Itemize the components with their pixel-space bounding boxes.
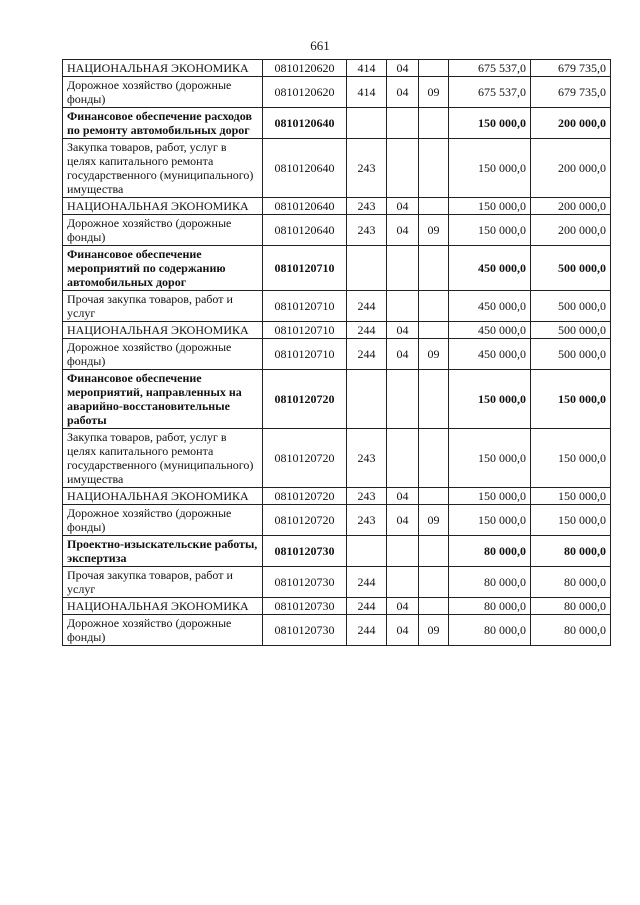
cell-expense-type: 244	[347, 567, 387, 598]
cell-name: Финансовое обеспечение мероприятий по содержанию автомобильных дорог	[63, 246, 263, 291]
cell-subsection: 09	[419, 615, 449, 646]
cell-name: НАЦИОНАЛЬНАЯ ЭКОНОМИКА	[63, 322, 263, 339]
cell-target-code: 0810120640	[263, 198, 347, 215]
cell-target-code: 0810120710	[263, 322, 347, 339]
budget-table	[62, 59, 611, 646]
table-row	[63, 488, 611, 505]
cell-expense-type: 243	[347, 505, 387, 536]
cell-amount-1: 150 000,0	[449, 370, 531, 429]
cell-section	[387, 139, 419, 198]
cell-amount-1: 150 000,0	[449, 488, 531, 505]
cell-section: 04	[387, 322, 419, 339]
table-row	[63, 108, 611, 139]
cell-target-code: 0810120640	[263, 139, 347, 198]
cell-target-code: 0810120730	[263, 567, 347, 598]
cell-amount-1: 150 000,0	[449, 505, 531, 536]
cell-amount-2: 150 000,0	[531, 505, 611, 536]
cell-name: НАЦИОНАЛЬНАЯ ЭКОНОМИКА	[63, 488, 263, 505]
table-row	[63, 322, 611, 339]
cell-name: Проектно-изыскательские работы, экспертиза	[63, 536, 263, 567]
cell-expense-type: 243	[347, 215, 387, 246]
cell-expense-type: 414	[347, 77, 387, 108]
cell-section	[387, 536, 419, 567]
cell-expense-type	[347, 370, 387, 429]
table-row	[63, 60, 611, 77]
cell-amount-1: 675 537,0	[449, 77, 531, 108]
cell-amount-2: 150 000,0	[531, 488, 611, 505]
cell-section: 04	[387, 339, 419, 370]
cell-target-code: 0810120730	[263, 536, 347, 567]
cell-amount-1: 150 000,0	[449, 215, 531, 246]
cell-target-code: 0810120710	[263, 246, 347, 291]
cell-amount-2: 200 000,0	[531, 139, 611, 198]
cell-name: Закупка товаров, работ, услуг в целях капитального ремонта государственного (муниципального) имущества	[63, 139, 263, 198]
cell-amount-2: 80 000,0	[531, 615, 611, 646]
table-row	[63, 505, 611, 536]
cell-expense-type	[347, 108, 387, 139]
table-row	[63, 291, 611, 322]
cell-name: Закупка товаров, работ, услуг в целях капитального ремонта государственного (муниципального) имущества	[63, 429, 263, 488]
cell-section	[387, 567, 419, 598]
cell-amount-1: 80 000,0	[449, 536, 531, 567]
cell-amount-1: 150 000,0	[449, 139, 531, 198]
cell-amount-2: 500 000,0	[531, 322, 611, 339]
cell-expense-type: 244	[347, 598, 387, 615]
cell-expense-type: 244	[347, 615, 387, 646]
table-row	[63, 615, 611, 646]
cell-expense-type	[347, 536, 387, 567]
cell-amount-1: 150 000,0	[449, 108, 531, 139]
cell-name: НАЦИОНАЛЬНАЯ ЭКОНОМИКА	[63, 598, 263, 615]
cell-expense-type: 243	[347, 198, 387, 215]
cell-subsection: 09	[419, 77, 449, 108]
cell-expense-type: 243	[347, 139, 387, 198]
cell-subsection	[419, 60, 449, 77]
cell-subsection	[419, 108, 449, 139]
cell-name: НАЦИОНАЛЬНАЯ ЭКОНОМИКА	[63, 60, 263, 77]
cell-expense-type: 243	[347, 429, 387, 488]
cell-amount-1: 450 000,0	[449, 322, 531, 339]
cell-subsection	[419, 567, 449, 598]
cell-section: 04	[387, 505, 419, 536]
cell-amount-1: 450 000,0	[449, 246, 531, 291]
cell-name: Дорожное хозяйство (дорожные фонды)	[63, 339, 263, 370]
cell-subsection	[419, 198, 449, 215]
cell-target-code: 0810120640	[263, 215, 347, 246]
cell-target-code: 0810120720	[263, 370, 347, 429]
table-row	[63, 339, 611, 370]
cell-subsection: 09	[419, 505, 449, 536]
cell-target-code: 0810120730	[263, 598, 347, 615]
table-row	[63, 598, 611, 615]
cell-amount-1: 80 000,0	[449, 598, 531, 615]
cell-amount-2: 200 000,0	[531, 108, 611, 139]
cell-section: 04	[387, 215, 419, 246]
table-row	[63, 567, 611, 598]
cell-amount-1: 450 000,0	[449, 291, 531, 322]
cell-target-code: 0810120720	[263, 505, 347, 536]
cell-section	[387, 429, 419, 488]
cell-subsection	[419, 598, 449, 615]
cell-amount-2: 200 000,0	[531, 198, 611, 215]
cell-section	[387, 370, 419, 429]
cell-subsection	[419, 370, 449, 429]
cell-subsection	[419, 139, 449, 198]
cell-subsection	[419, 291, 449, 322]
cell-expense-type	[347, 246, 387, 291]
table-row	[63, 77, 611, 108]
cell-target-code: 0810120620	[263, 77, 347, 108]
cell-amount-1: 150 000,0	[449, 198, 531, 215]
cell-amount-2: 150 000,0	[531, 429, 611, 488]
cell-amount-1: 675 537,0	[449, 60, 531, 77]
cell-expense-type: 244	[347, 339, 387, 370]
cell-amount-2: 500 000,0	[531, 246, 611, 291]
cell-amount-2: 679 735,0	[531, 77, 611, 108]
cell-amount-1: 80 000,0	[449, 567, 531, 598]
cell-section: 04	[387, 60, 419, 77]
cell-amount-2: 500 000,0	[531, 291, 611, 322]
cell-name: Финансовое обеспечение расходов по ремонту автомобильных дорог	[63, 108, 263, 139]
cell-name: Дорожное хозяйство (дорожные фонды)	[63, 77, 263, 108]
cell-section: 04	[387, 598, 419, 615]
cell-amount-1: 80 000,0	[449, 615, 531, 646]
cell-section: 04	[387, 615, 419, 646]
cell-amount-2: 80 000,0	[531, 536, 611, 567]
cell-amount-2: 80 000,0	[531, 567, 611, 598]
cell-subsection	[419, 488, 449, 505]
cell-subsection	[419, 429, 449, 488]
cell-expense-type: 244	[347, 291, 387, 322]
table-body	[63, 60, 611, 646]
cell-target-code: 0810120720	[263, 429, 347, 488]
cell-expense-type: 243	[347, 488, 387, 505]
table-row	[63, 536, 611, 567]
cell-target-code: 0810120730	[263, 615, 347, 646]
cell-target-code: 0810120710	[263, 291, 347, 322]
cell-section: 04	[387, 488, 419, 505]
cell-name: Дорожное хозяйство (дорожные фонды)	[63, 505, 263, 536]
cell-name: Финансовое обеспечение мероприятий, направленных на аварийно-восстановительные работы	[63, 370, 263, 429]
cell-section	[387, 246, 419, 291]
page-number: 661	[310, 38, 330, 53]
table-row	[63, 370, 611, 429]
cell-expense-type: 414	[347, 60, 387, 77]
cell-section	[387, 291, 419, 322]
cell-amount-2: 80 000,0	[531, 598, 611, 615]
cell-subsection	[419, 322, 449, 339]
cell-expense-type: 244	[347, 322, 387, 339]
cell-section: 04	[387, 77, 419, 108]
cell-amount-1: 450 000,0	[449, 339, 531, 370]
cell-target-code: 0810120640	[263, 108, 347, 139]
cell-name: НАЦИОНАЛЬНАЯ ЭКОНОМИКА	[63, 198, 263, 215]
cell-name: Дорожное хозяйство (дорожные фонды)	[63, 215, 263, 246]
cell-target-code: 0810120710	[263, 339, 347, 370]
cell-subsection	[419, 536, 449, 567]
cell-amount-2: 679 735,0	[531, 60, 611, 77]
table-row	[63, 139, 611, 198]
table-row	[63, 429, 611, 488]
cell-subsection: 09	[419, 339, 449, 370]
cell-target-code: 0810120720	[263, 488, 347, 505]
cell-amount-2: 200 000,0	[531, 215, 611, 246]
table-row	[63, 198, 611, 215]
cell-section	[387, 108, 419, 139]
cell-section: 04	[387, 198, 419, 215]
table-row	[63, 215, 611, 246]
cell-target-code: 0810120620	[263, 60, 347, 77]
cell-name: Прочая закупка товаров, работ и услуг	[63, 567, 263, 598]
table-row	[63, 246, 611, 291]
cell-amount-2: 150 000,0	[531, 370, 611, 429]
cell-subsection: 09	[419, 215, 449, 246]
cell-amount-1: 150 000,0	[449, 429, 531, 488]
cell-amount-2: 500 000,0	[531, 339, 611, 370]
cell-subsection	[419, 246, 449, 291]
cell-name: Дорожное хозяйство (дорожные фонды)	[63, 615, 263, 646]
cell-name: Прочая закупка товаров, работ и услуг	[63, 291, 263, 322]
